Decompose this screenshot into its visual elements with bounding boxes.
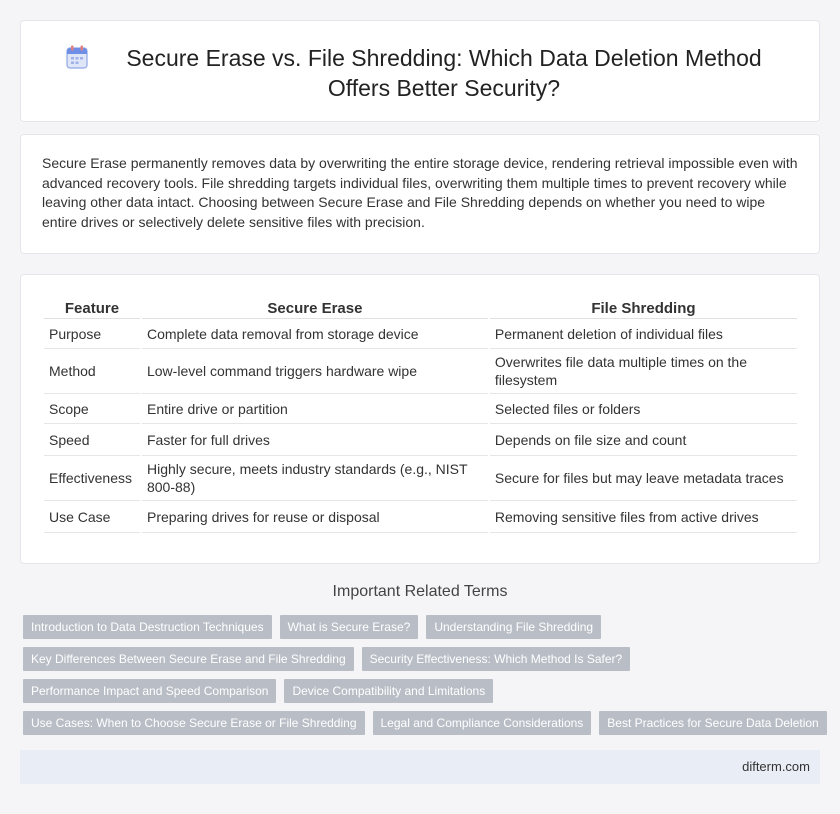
table-row (44, 349, 797, 394)
row-file-shredding: Selected files or folders (490, 394, 797, 424)
row-feature: Scope (44, 394, 140, 424)
row-feature: Method (44, 349, 140, 394)
intro-card (20, 134, 820, 254)
intro-paragraph: Secure Erase permanently removes data by overwriting the entire storage device, rendering retrieval impossible even with advanced recovery tools. File shredding targets individual files, overwriting them multiple times to prevent recovery while leaving other data intact. Choosing between Secure Erase and File Shredding depends on whether you need to wipe entire drives or selectively delete sensitive files with precision. (42, 155, 798, 230)
tag-row (23, 711, 823, 735)
calendar-icon (66, 45, 88, 69)
related-term-link[interactable]: Best Practices for Secure Data Deletion (599, 711, 826, 735)
row-secure-erase: Preparing drives for reuse or disposal (142, 501, 488, 533)
related-term-link[interactable]: Performance Impact and Speed Comparison (23, 679, 276, 703)
row-feature: Effectiveness (44, 456, 140, 501)
row-secure-erase: Faster for full drives (142, 424, 488, 456)
row-secure-erase: Entire drive or partition (142, 394, 488, 424)
table-row (44, 424, 797, 456)
title-card (20, 20, 820, 122)
table-row (44, 394, 797, 424)
table-row (44, 319, 797, 349)
comparison-card (20, 274, 820, 564)
related-term-link[interactable]: Understanding File Shredding (426, 615, 601, 639)
table-row (44, 501, 797, 533)
row-feature: Purpose (44, 319, 140, 349)
row-file-shredding: Depends on file size and count (490, 424, 797, 456)
footer-site[interactable]: difterm.com (742, 759, 810, 774)
header-file-shredding: File Shredding (490, 295, 797, 319)
header-feature: Feature (44, 295, 140, 319)
row-file-shredding: Permanent deletion of individual files (490, 319, 797, 349)
row-secure-erase: Complete data removal from storage device (142, 319, 488, 349)
related-term-link[interactable]: Legal and Compliance Considerations (373, 711, 592, 735)
header-secure-erase: Secure Erase (142, 295, 488, 319)
page-title: Secure Erase vs. File Shredding: Which Data Deletion Method Offers Better Security? (126, 45, 762, 101)
related-term-link[interactable]: Device Compatibility and Limitations (284, 679, 493, 703)
related-terms-list (23, 615, 823, 743)
tag-row (23, 615, 823, 639)
related-term-link[interactable]: Key Differences Between Secure Erase and File Shredding (23, 647, 354, 671)
table-header-row (44, 295, 797, 319)
related-term-link[interactable]: What is Secure Erase? (280, 615, 419, 639)
row-feature: Use Case (44, 501, 140, 533)
comparison-table (42, 295, 799, 533)
related-terms-heading: Important Related Terms (332, 583, 508, 600)
row-file-shredding: Overwrites file data multiple times on the filesystem (490, 349, 797, 394)
row-file-shredding: Secure for files but may leave metadata traces (490, 456, 797, 501)
related-term-link[interactable]: Use Cases: When to Choose Secure Erase or File Shredding (23, 711, 365, 735)
related-term-link[interactable]: Introduction to Data Destruction Techniques (23, 615, 272, 639)
row-secure-erase: Low-level command triggers hardware wipe (142, 349, 488, 394)
tag-row (23, 647, 823, 671)
row-file-shredding: Removing sensitive files from active drives (490, 501, 797, 533)
tag-row (23, 679, 823, 703)
related-term-link[interactable]: Security Effectiveness: Which Method Is Safer? (362, 647, 631, 671)
row-feature: Speed (44, 424, 140, 456)
row-secure-erase: Highly secure, meets industry standards (e.g., NIST 800-88) (142, 456, 488, 501)
table-row (44, 456, 797, 501)
footer (20, 750, 820, 784)
